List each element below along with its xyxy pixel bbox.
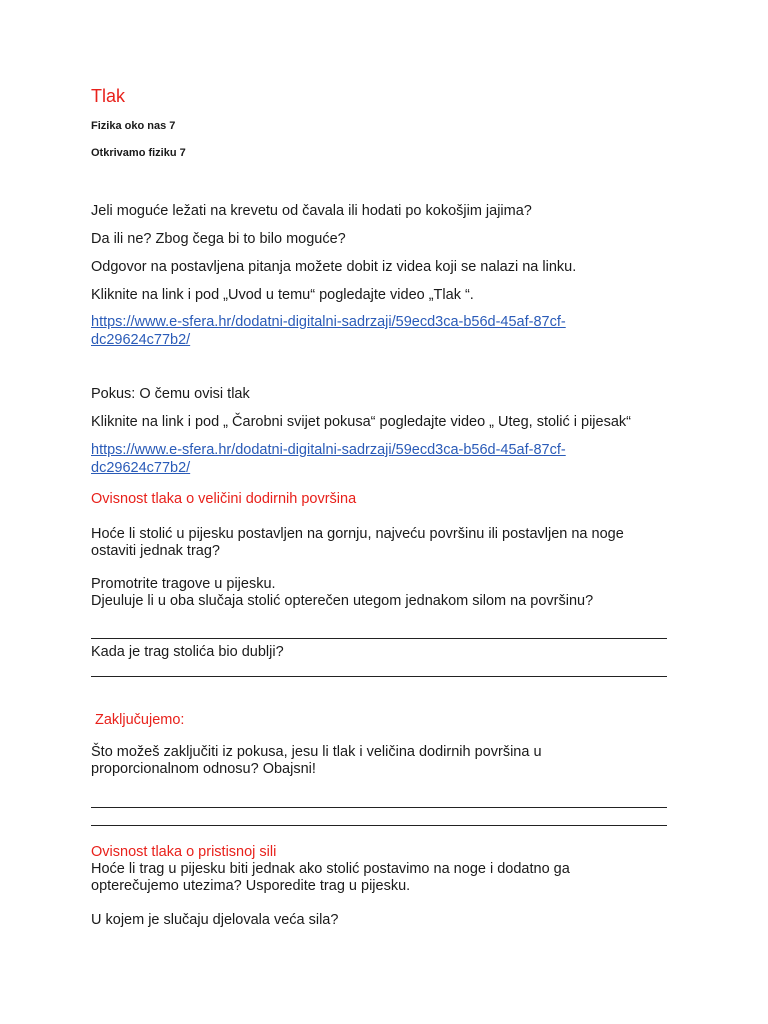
book-reference-2: Otkrivamo fiziku 7 — [91, 147, 186, 159]
pokus-link-line-1[interactable]: https://www.e-sfera.hr/dodatni-digitalni-sadrzaji/59ecd3ca-b56d-45af-87cf- — [91, 442, 566, 458]
intro-link-line-1[interactable]: https://www.e-sfera.hr/dodatni-digitalni-sadrzaji/59ecd3ca-b56d-45af-87cf- — [91, 314, 566, 330]
page-title: Tlak — [91, 86, 126, 106]
section1-question-2-line-1: Promotrite tragove u pijesku. — [91, 576, 276, 592]
pokus-heading: Pokus: O čemu ovisi tlak — [91, 386, 250, 402]
section2-question-1-line-2: opterečujemo utezima? Usporedite trag u pijesku. — [91, 878, 411, 894]
intro-text-3: Odgovor na postavljena pitanja možete dobit iz videa koji se nalazi na linku. — [91, 259, 577, 275]
conclusion-question-line-2: proporcionalnom odnosu? Obajsni! — [91, 761, 316, 777]
pokus-instruction: Kliknite na link i pod „ Čarobni svijet pokusa“ pogledajte video „ Uteg, stolić i pijesak“ — [91, 414, 631, 430]
conclusion-question-line-1: Što možeš zaključiti iz pokusa, jesu li tlak i veličina dodirnih površina u — [91, 744, 542, 760]
section1-question-1-line-2: ostaviti jednak trag? — [91, 543, 220, 559]
intro-question-2: Da ili ne? Zbog čega bi to bilo moguće? — [91, 231, 346, 247]
answer-line — [91, 807, 667, 808]
intro-question-1: Jeli moguće ležati na krevetu od čavala ili hodati po kokošjim jajima? — [91, 203, 532, 219]
section2-heading: Ovisnost tlaka o pristisnoj sili — [91, 844, 277, 860]
answer-line — [91, 676, 667, 677]
intro-link-line-2[interactable]: dc29624c77b2/ — [91, 332, 191, 348]
book-reference-1: Fizika oko nas 7 — [91, 120, 176, 132]
answer-line — [91, 638, 667, 639]
section1-question-1-line-1: Hoće li stolić u pijesku postavljen na gornju, najveću površinu ili postavljen na noge — [91, 526, 624, 542]
pokus-link-line-2[interactable]: dc29624c77b2/ — [91, 460, 191, 476]
conclusion-heading: Zaključujemo: — [95, 712, 185, 728]
intro-instruction: Kliknite na link i pod „Uvod u temu“ pogledajte video „Tlak “. — [91, 287, 474, 303]
answer-line — [91, 825, 667, 826]
section2-question-1-line-1: Hoće li trag u pijesku biti jednak ako stolić postavimo na noge i dodatno ga — [91, 861, 570, 877]
section1-heading: Ovisnost tlaka o veličini dodirnih površina — [91, 491, 357, 507]
section2-question-2: U kojem je slučaju djelovala veća sila? — [91, 912, 339, 928]
section1-question-3: Kada je trag stolića bio dublji? — [91, 644, 284, 660]
section1-question-2-line-2: Djeuluje li u oba slučaja stolić opterečen utegom jednakom silom na površinu? — [91, 593, 594, 609]
